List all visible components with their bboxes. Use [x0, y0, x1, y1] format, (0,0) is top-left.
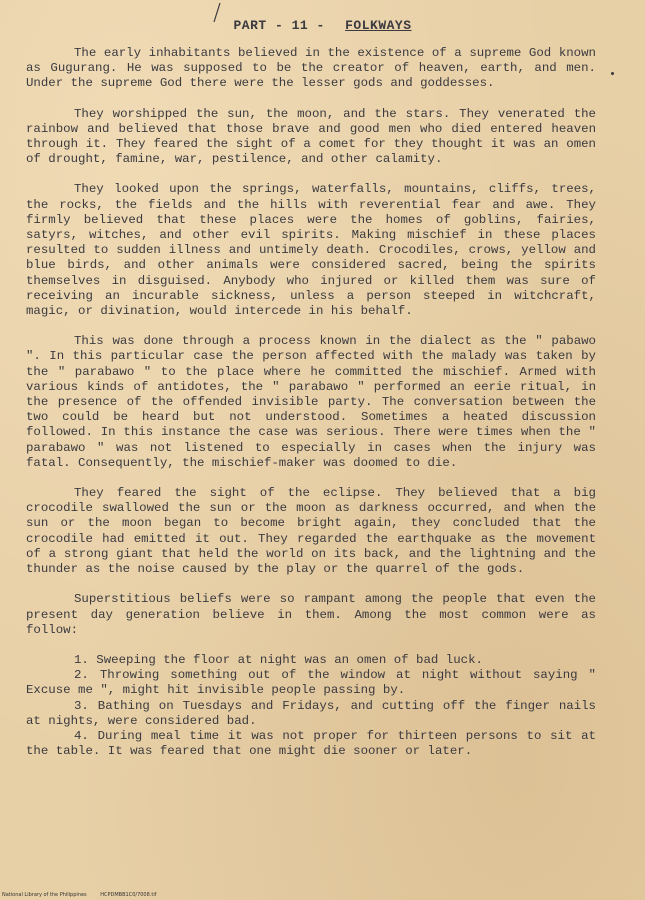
ink-dot: [611, 72, 614, 75]
list-item: 1. Sweeping the floor at night was an omen of bad luck.: [74, 652, 483, 667]
paragraph-sacred-places: They looked upon the springs, waterfalls, mountains, cliffs, trees, the rocks, the fields and the hills with reverential fear and awe. They firmly believed that these places were the homes of goblins, fairies, satyrs, witches, and other evil spirits. Making mischief in these places resulted to sudden illness and untimely death. Crocodiles, crows, yellow and blue birds, and other animals were considered sacred, being the spirits themselves in disguised. Anybody who injured or killed them was sure of receiving an incurable sickness, unless a person steeped in witchcraft, magic, or divination, would intercede in his behalf.: [26, 182, 596, 319]
beliefs-list: [26, 653, 596, 759]
paragraph-pabawo: This was done through a process known in the dialect as the " pabawo ". In this particular case the person affected with the malady was taken by the " parabawo " to the place where he committed the mischief. Armed with various kinds of antidotes, the " parabawo " performed an eerie ritual, in the presence of the offended invisible party. The conversation between the two could be heard but not understood. Sometimes a heated discussion followed. In this instance the case was serious. There were times when the " parabawo " was not listened to especially in cases when the injury was fatal. Consequently, the mischief-maker was doomed to die.: [26, 334, 596, 470]
page-header: [0, 18, 645, 33]
scan-footer: [2, 892, 169, 898]
part-number: PART - 11 -: [233, 18, 325, 33]
list-item: 2. Throwing something out of the window at night without saying " Excuse me ", might hit invisible people passing by.: [26, 668, 596, 698]
paragraph-celestial-worship: They worshipped the sun, the moon, and the stars. They venerated the rainbow and believed that those brave and good men who died entered heaven through it. They feared the sight of a comet for they thought it was an omen of drought, famine, war, pestilence, and other calamity.: [26, 106, 596, 167]
list-item: 3. Bathing on Tuesdays and Fridays, and cutting off the finger nails at nights, were considered bad.: [26, 698, 596, 728]
file-name: HCPDMBB1C0/7008.tif: [100, 892, 157, 898]
library-name: National Library of the Philippines: [2, 892, 87, 898]
paragraph-eclipse: They feared the sight of the eclipse. They believed that a big crocodile swallowed the sun or the moon as darkness occurred, and when the sun or the moon began to become bright again, they concluded that the crocodile had emitted it out. They regarded the earthquake as the movement of a strong giant that held the world on its back, and the lightning and the thunder as the noise caused by the play or the quarrel of the gods.: [26, 486, 596, 577]
section-title: FOLKWAYS: [345, 18, 412, 33]
list-item: 4. During meal time it was not proper for thirteen persons to sit at the table. It was feared that one might die sooner or later.: [26, 728, 596, 759]
paragraph-superstitions: Superstitious beliefs were so rampant among the people that even the present day generation believe in them. Among the most common were as follow:: [26, 592, 596, 637]
document-body: [26, 46, 596, 759]
paragraph-supreme-god: The early inhabitants believed in the existence of a supreme God known as Gugurang. He was supposed to be the creator of heaven, earth, and men. Under the supreme God there were the lesser gods and goddesses.: [26, 46, 596, 91]
